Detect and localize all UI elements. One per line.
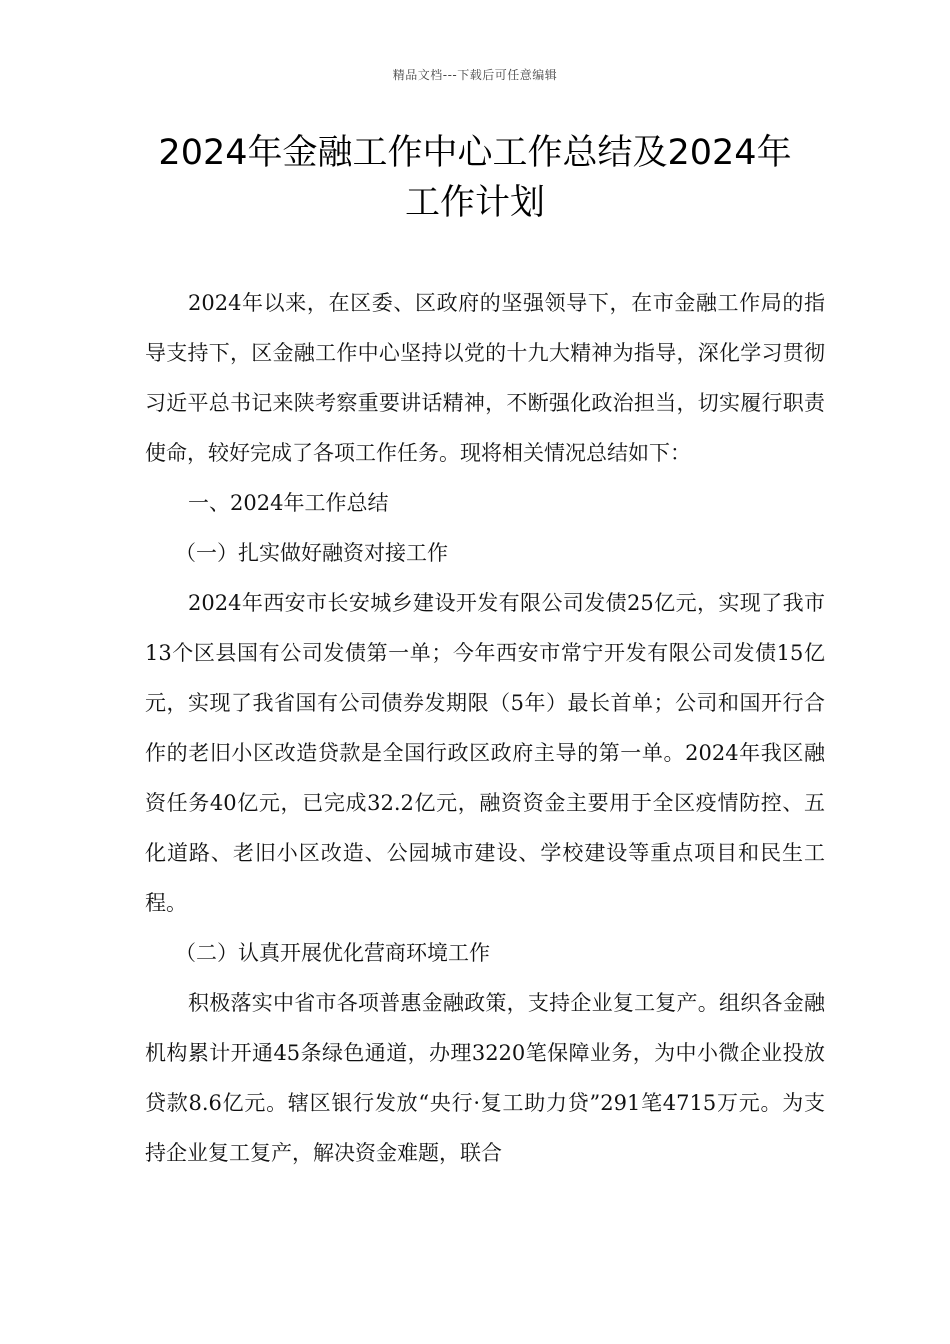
subsection-heading: （二）认真开展优化营商环境工作 [175,941,490,965]
section-heading: 一、2024年工作总结 [188,491,389,515]
header-note: 精品文档---下载后可任意编辑 [392,68,558,82]
paragraph-financing: 2024年西安市长安城乡建设开发有限公司发债25亿元，实现了我市13个区县国有公司发债第一单；今年西安市常宁开发有限公司发债15亿元，实现了我省国有公司债券发期限（5年）最长首单；公司和国开行合作的老旧小区改造贷款是全国行政区政府主导的第一单。2024年我区融资任务40亿元，已完成32.2亿元，融资资金主要用于全区疫情防控、五化道路、老旧小区改造、公园城市建设、学校建设等重点项目和民生工程。 [145,591,825,915]
paragraph-intro: 2024年以来，在区委、区政府的坚强领导下，在市金融工作局的指导支持下，区金融工作中心坚持以党的十九大精神为指导，深化学习贯彻习近平总书记来陕考察重要讲话精神，不断强化政治担当，切实履行职责使命，较好完成了各项工作任务。现将相关情况总结如下： [145,291,825,465]
subsection-heading: （一）扎实做好融资对接工作 [175,541,448,565]
document-body [145,278,825,1178]
paragraph-business-environment: 积极落实中省市各项普惠金融政策，支持企业复工复产。组织各金融机构累计开通45条绿色通道，办理3220笔保障业务，为中小微企业投放贷款8.6亿元。辖区银行发放“央行·复工助力贷”291笔4715万元。为支持企业复工复产，解决资金难题，联合 [145,991,825,1165]
page-title: 2024年金融工作中心工作总结及2024年工作计划 [158,133,792,223]
